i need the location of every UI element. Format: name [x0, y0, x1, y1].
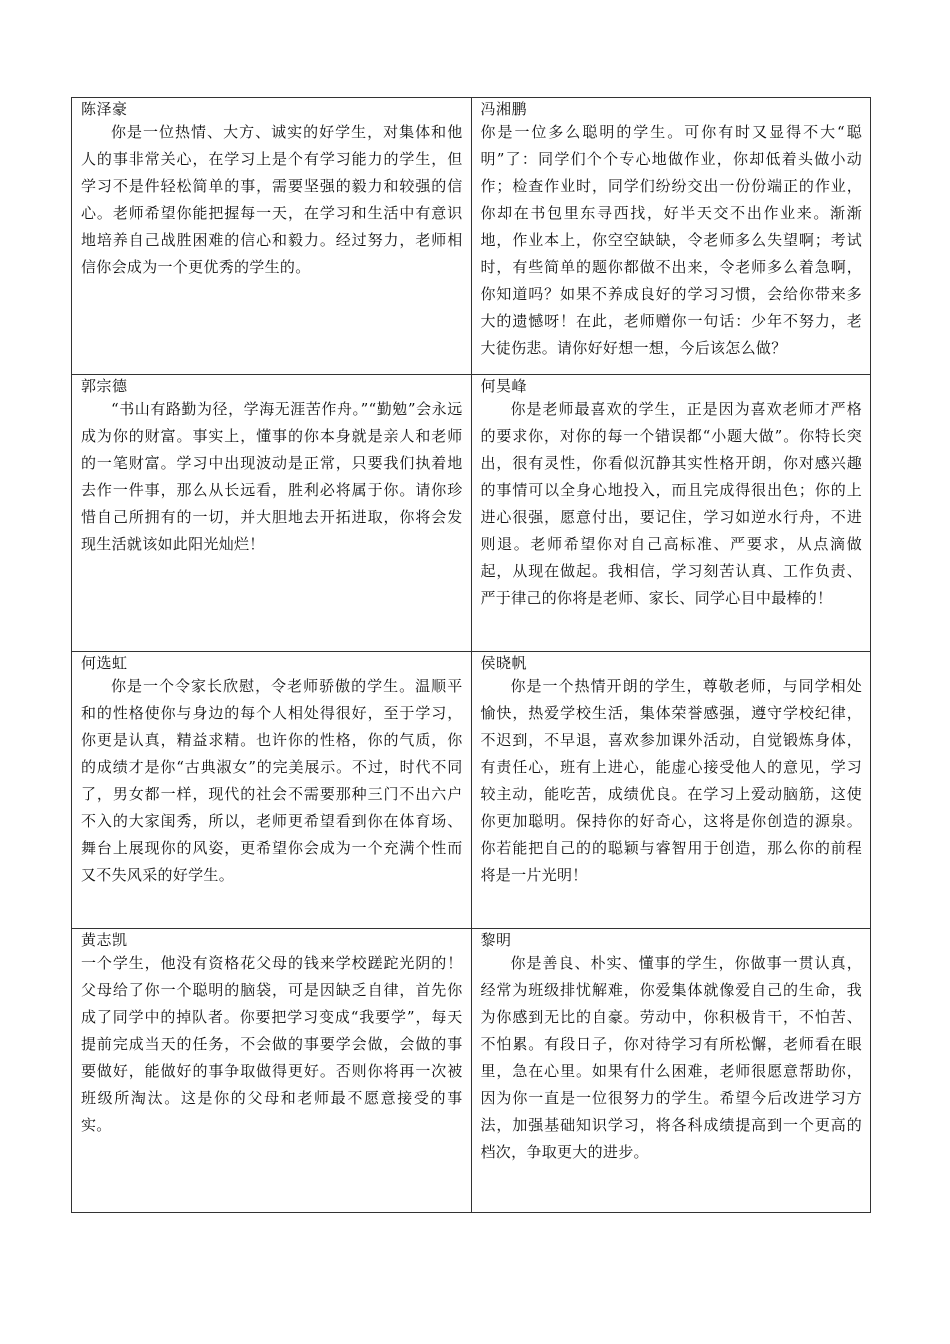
student-name: 侯晓帆 — [480, 654, 528, 672]
student-name: 何选虹 — [81, 654, 128, 672]
student-comment: 一个学生，他没有资格花父母的钱来学校蹉跎光阴的！父母给了你一个聪明的脑袋，可是因缺乏自律，首先你成了同学中的掉队者。你要把学习变成“我要学”，每天提前完成当天的任务，不会做的事要学会做，会做的事要做好，能做好的事争取做得更好。否则你将再一次被班级所淘汰。这是你的父母和老师最不愿意接受的事实。 — [81, 954, 463, 1134]
student-comment: 你是老师最喜欢的学生，正是因为喜欢老师才严格的要求你，对你的每一个错误都“小题大做”。你特长突出，很有灵性，你看似沉静其实性格开朗，你对感兴趣的事情可以全身心地投入，而且完成得很出色；你的上进心很强，愿意付出，要记住，学习如逆水行舟，不进则退。老师希望你对自己高标准、严要求，从点滴做起，从现在做起。我相信，学习刻苦认真、工作负责、严于律己的你将是老师、家长、同学心目中最棒的！ — [480, 400, 862, 607]
student-name: 黄志凯 — [81, 931, 128, 949]
student-cell — [471, 98, 871, 375]
student-comment: 你是一位多么聪明的学生。可你有时又显得不大“聪明”了：同学们个个专心地做作业，你却低着头做小动作；检查作业时，同学们纷纷交出一份份端正的作业，你却在书包里东寻西找，好半天交不出作业来。渐渐地，作业本上，你空空缺缺，令老师多么失望啊；考试时，有些简单的题你都做不出来，令老师多么着急啊，你知道吗？如果不养成良好的学习习惯，会给你带来多大的遗憾呀！在此，老师赠你一句话：少年不努力，老大徒伤悲。请你好好想一想，今后该怎么做？ — [480, 123, 862, 357]
student-cell — [471, 375, 871, 652]
student-name: 陈泽豪 — [81, 100, 128, 118]
student-cell — [72, 652, 472, 929]
student-name: 冯湘鹏 — [480, 100, 528, 118]
student-comment: 你是一个热情开朗的学生，尊敬老师，与同学相处愉快，热爱学校生活，集体荣誉感强，遵守学校纪律，不迟到，不早退，喜欢参加课外活动，自觉锻炼身体，有责任心，班有上进心，能虚心接受他人的意见，学习较主动，能吃苦，成绩优良。在学习上爱动脑筋，这使你更加聪明。保持你的好奇心，这将是你创造的源泉。你若能把自己的的聪颖与睿智用于创造，那么你的前程将是一片光明！ — [480, 677, 862, 884]
table-row — [72, 98, 871, 375]
student-name: 郭宗德 — [81, 377, 128, 395]
student-name: 黎明 — [480, 931, 512, 949]
student-comments-table — [71, 97, 871, 1213]
student-cell — [72, 929, 472, 1213]
student-cell — [471, 652, 871, 929]
student-comment: “书山有路勤为径，学海无涯苦作舟。”“勤勉”会永远成为你的财富。事实上，懂事的你本身就是亲人和老师的一笔财富。学习中出现波动是正常，只要我们执着地去作一件事，那么从长远看，胜利必将属于你。请你珍惜自己所拥有的一切，并大胆地去开拓进取，你将会发现生活就该如此阳光灿烂！ — [81, 400, 463, 553]
student-cell — [72, 375, 472, 652]
student-comment: 你是一个令家长欣慰，令老师骄傲的学生。温顺平和的性格使你与身边的每个人相处得很好，至于学习，你更是认真，精益求精。也许你的性格，你的气质，你的成绩才是你“古典淑女”的完美展示。不过，时代不同了，男女都一样，现代的社会不需要那种三门不出六户不入的大家闺秀，所以，老师更希望看到你在体育场、舞台上展现你的风姿，更希望你会成为一个充满个性而又不失风采的好学生。 — [81, 677, 463, 884]
table-row — [72, 929, 871, 1213]
student-comment: 你是善良、朴实、懂事的学生，你做事一贯认真，经常为班级排忧解难，你爱集体就像爱自己的生命，我为你感到无比的自豪。劳动中，你积极肯干，不怕苦、不怕累。有段日子，你对待学习有所松懈，老师看在眼里，急在心里。如果有什么困难，老师很愿意帮助你，因为你一直是一位很努力的学生。希望今后改进学习方法，加强基础知识学习，将各科成绩提高到一个更高的档次，争取更大的进步。 — [480, 954, 862, 1161]
student-comment: 你是一位热情、大方、诚实的好学生，对集体和他人的事非常关心，在学习上是个有学习能力的学生，但学习不是件轻松简单的事，需要坚强的毅力和较强的信心。老师希望你能把握每一天，在学习和生活中有意识地培养自己战胜困难的信心和毅力。经过努力，老师相信你会成为一个更优秀的学生的。 — [81, 123, 463, 276]
student-cell — [72, 98, 472, 375]
table-row — [72, 375, 871, 652]
student-name: 何昊峰 — [480, 377, 528, 395]
student-cell — [471, 929, 871, 1213]
table-row — [72, 652, 871, 929]
